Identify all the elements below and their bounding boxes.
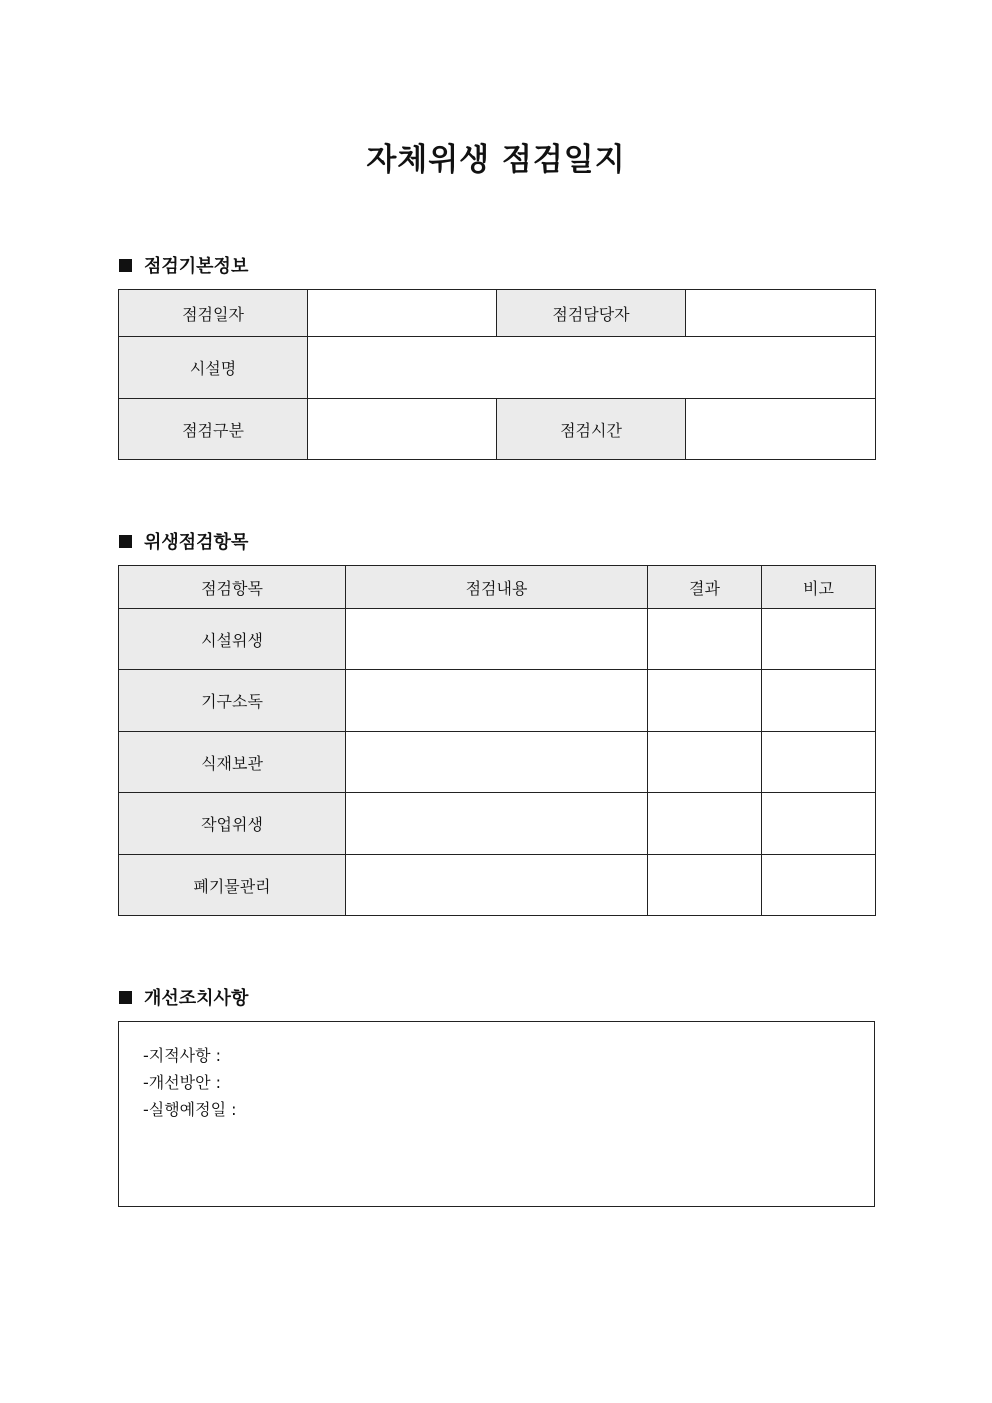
remarks-cell[interactable] xyxy=(762,732,876,793)
content-cell[interactable] xyxy=(346,793,648,855)
page-title: 자체위생 점검일지 xyxy=(366,142,626,178)
item-label: 기구소독 xyxy=(119,670,346,732)
inspection-type-label: 점검구분 xyxy=(119,399,308,460)
column-header-item: 점검항목 xyxy=(119,566,346,609)
facility-name-field[interactable] xyxy=(308,337,876,399)
section-heading-label: 점검기본정보 xyxy=(144,256,249,277)
column-header-remarks: 비고 xyxy=(762,566,876,609)
result-cell[interactable] xyxy=(648,793,762,855)
black-square-icon xyxy=(119,991,132,1004)
facility-name-label: 시설명 xyxy=(119,337,308,399)
result-cell[interactable] xyxy=(648,732,762,793)
item-label: 시설위생 xyxy=(119,609,346,670)
inspection-date-field[interactable] xyxy=(308,290,497,337)
item-label: 작업위생 xyxy=(119,793,346,855)
remarks-cell[interactable] xyxy=(762,793,876,855)
table-header-row xyxy=(119,566,876,609)
inspector-field[interactable] xyxy=(686,290,876,337)
inspection-time-field[interactable] xyxy=(686,399,876,460)
section-heading-hygiene-items xyxy=(119,529,248,553)
column-header-result: 결과 xyxy=(648,566,762,609)
content-cell[interactable] xyxy=(346,670,648,732)
improvement-notes-box[interactable] xyxy=(118,1021,875,1207)
content-cell[interactable] xyxy=(346,609,648,670)
result-cell[interactable] xyxy=(648,855,762,916)
table-row xyxy=(119,290,876,337)
remarks-cell[interactable] xyxy=(762,670,876,732)
black-square-icon xyxy=(119,535,132,548)
item-label: 식재보관 xyxy=(119,732,346,793)
table-row xyxy=(119,609,876,670)
result-cell[interactable] xyxy=(648,609,762,670)
hygiene-items-table xyxy=(118,565,876,916)
result-cell[interactable] xyxy=(648,670,762,732)
table-row xyxy=(119,399,876,460)
findings-line: -지적사항 : xyxy=(143,1046,222,1065)
section-heading-label: 개선조치사항 xyxy=(144,988,249,1009)
table-row xyxy=(119,793,876,855)
inspector-label: 점검담당자 xyxy=(497,290,686,337)
basic-info-table xyxy=(118,289,876,460)
section-heading-label: 위생점검항목 xyxy=(144,532,249,553)
inspection-date-label: 점검일자 xyxy=(119,290,308,337)
content-cell[interactable] xyxy=(346,732,648,793)
column-header-content: 점검내용 xyxy=(346,566,648,609)
notes-lines xyxy=(143,1042,237,1123)
scheduled-date-line: -실행예정일 : xyxy=(143,1100,237,1119)
remarks-cell[interactable] xyxy=(762,855,876,916)
content-cell[interactable] xyxy=(346,855,648,916)
table-row xyxy=(119,855,876,916)
table-row xyxy=(119,337,876,399)
inspection-time-label: 점검시간 xyxy=(497,399,686,460)
section-heading-basic-info xyxy=(119,253,248,277)
improvement-plan-line: -개선방안 : xyxy=(143,1073,222,1092)
remarks-cell[interactable] xyxy=(762,609,876,670)
section-heading-improvement xyxy=(119,985,248,1009)
black-square-icon xyxy=(119,259,132,272)
table-row xyxy=(119,732,876,793)
table-row xyxy=(119,670,876,732)
item-label: 폐기물관리 xyxy=(119,855,346,916)
inspection-type-field[interactable] xyxy=(308,399,497,460)
